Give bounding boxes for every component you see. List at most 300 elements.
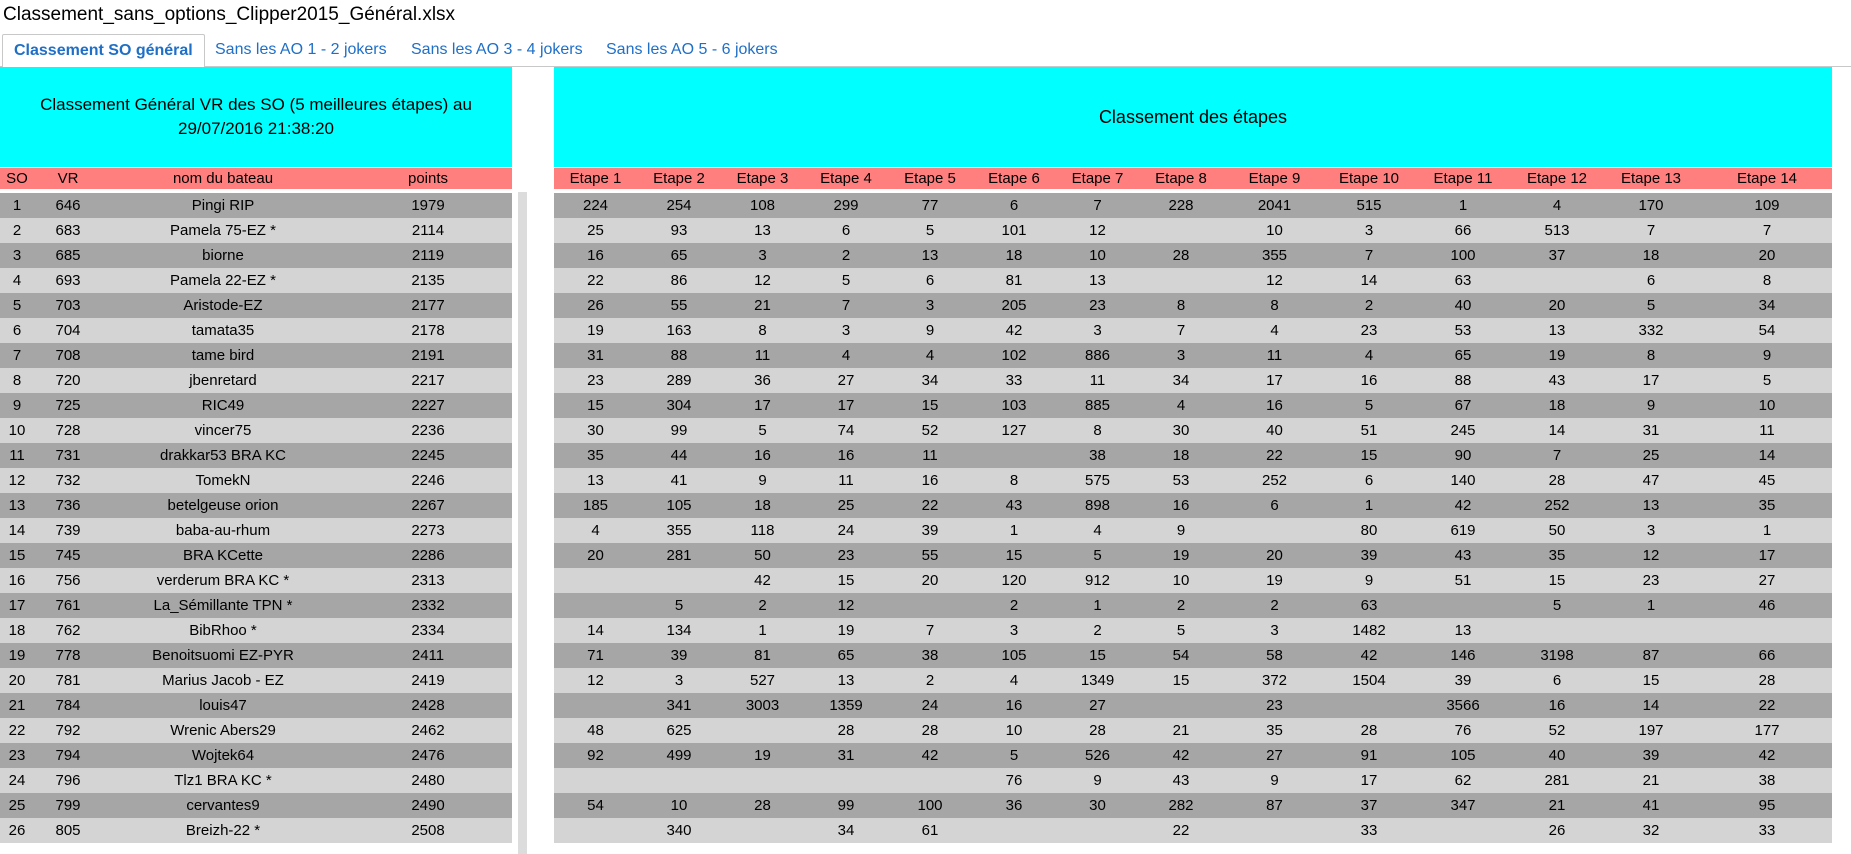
cell-etape-1[interactable]: 19 bbox=[554, 318, 637, 343]
cell-points[interactable]: 2245 bbox=[344, 443, 512, 468]
cell-etape-8[interactable]: 2 bbox=[1139, 593, 1223, 618]
cell-etape-5[interactable]: 55 bbox=[888, 543, 972, 568]
cell-etape-4[interactable]: 31 bbox=[804, 743, 888, 768]
cell-etape-8[interactable]: 42 bbox=[1139, 743, 1223, 768]
cell-etape-11[interactable]: 65 bbox=[1412, 343, 1514, 368]
cell-vr[interactable]: 739 bbox=[34, 518, 102, 543]
cell-etape-3[interactable]: 16 bbox=[721, 443, 804, 468]
cell-points[interactable]: 2411 bbox=[344, 643, 512, 668]
cell-vr[interactable]: 732 bbox=[34, 468, 102, 493]
cell-etape-13[interactable]: 9 bbox=[1600, 393, 1702, 418]
cell-etape-12[interactable]: 50 bbox=[1514, 518, 1600, 543]
cell-etape-8[interactable]: 16 bbox=[1139, 493, 1223, 518]
cell-etape-2[interactable]: 5 bbox=[637, 593, 721, 618]
cell-vr[interactable]: 781 bbox=[34, 668, 102, 693]
cell-boat-name[interactable]: TomekN bbox=[102, 468, 344, 493]
cell-etape-1[interactable]: 14 bbox=[554, 618, 637, 643]
cell-etape-12[interactable]: 5 bbox=[1514, 593, 1600, 618]
cell-points[interactable]: 2114 bbox=[344, 218, 512, 243]
cell-etape-6[interactable]: 18 bbox=[972, 243, 1056, 268]
cell-etape-11[interactable]: 43 bbox=[1412, 543, 1514, 568]
cell-etape-6[interactable]: 42 bbox=[972, 318, 1056, 343]
cell-etape-1[interactable] bbox=[554, 818, 637, 843]
cell-etape-3[interactable] bbox=[721, 818, 804, 843]
cell-etape-6[interactable]: 102 bbox=[972, 343, 1056, 368]
cell-etape-7[interactable]: 23 bbox=[1056, 293, 1139, 318]
cell-so[interactable]: 8 bbox=[0, 368, 34, 393]
cell-etape-2[interactable]: 3 bbox=[637, 668, 721, 693]
cell-etape-9[interactable]: 87 bbox=[1223, 793, 1326, 818]
cell-etape-5[interactable]: 20 bbox=[888, 568, 972, 593]
cell-etape-2[interactable]: 86 bbox=[637, 268, 721, 293]
cell-etape-7[interactable]: 38 bbox=[1056, 443, 1139, 468]
cell-etape-7[interactable]: 886 bbox=[1056, 343, 1139, 368]
cell-etape-2[interactable]: 88 bbox=[637, 343, 721, 368]
cell-etape-4[interactable]: 16 bbox=[804, 443, 888, 468]
cell-etape-5[interactable]: 77 bbox=[888, 193, 972, 218]
cell-etape-3[interactable]: 8 bbox=[721, 318, 804, 343]
cell-etape-5[interactable]: 13 bbox=[888, 243, 972, 268]
cell-etape-5[interactable]: 11 bbox=[888, 443, 972, 468]
cell-boat-name[interactable]: Wrenic Abers29 bbox=[102, 718, 344, 743]
cell-boat-name[interactable]: BRA KCette bbox=[102, 543, 344, 568]
cell-points[interactable]: 2334 bbox=[344, 618, 512, 643]
cell-etape-7[interactable]: 7 bbox=[1056, 193, 1139, 218]
cell-etape-12[interactable]: 281 bbox=[1514, 768, 1600, 793]
cell-etape-14[interactable]: 35 bbox=[1702, 493, 1832, 518]
cell-etape-12[interactable]: 20 bbox=[1514, 293, 1600, 318]
cell-etape-13[interactable]: 39 bbox=[1600, 743, 1702, 768]
cell-etape-8[interactable]: 8 bbox=[1139, 293, 1223, 318]
cell-etape-9[interactable]: 16 bbox=[1223, 393, 1326, 418]
cell-etape-3[interactable]: 13 bbox=[721, 218, 804, 243]
cell-etape-1[interactable]: 31 bbox=[554, 343, 637, 368]
cell-etape-2[interactable]: 254 bbox=[637, 193, 721, 218]
cell-etape-3[interactable] bbox=[721, 768, 804, 793]
cell-etape-10[interactable]: 23 bbox=[1326, 318, 1412, 343]
cell-etape-5[interactable]: 39 bbox=[888, 518, 972, 543]
cell-so[interactable]: 17 bbox=[0, 593, 34, 618]
cell-etape-3[interactable]: 11 bbox=[721, 343, 804, 368]
cell-etape-14[interactable]: 1 bbox=[1702, 518, 1832, 543]
cell-etape-6[interactable]: 76 bbox=[972, 768, 1056, 793]
cell-etape-4[interactable]: 7 bbox=[804, 293, 888, 318]
cell-etape-1[interactable]: 12 bbox=[554, 668, 637, 693]
cell-etape-11[interactable]: 619 bbox=[1412, 518, 1514, 543]
cell-boat-name[interactable]: Breizh-22 * bbox=[102, 818, 344, 843]
cell-etape-7[interactable]: 4 bbox=[1056, 518, 1139, 543]
cell-so[interactable]: 20 bbox=[0, 668, 34, 693]
cell-etape-8[interactable]: 7 bbox=[1139, 318, 1223, 343]
cell-points[interactable]: 2177 bbox=[344, 293, 512, 318]
cell-etape-7[interactable]: 8 bbox=[1056, 418, 1139, 443]
cell-etape-8[interactable]: 5 bbox=[1139, 618, 1223, 643]
cell-etape-12[interactable]: 35 bbox=[1514, 543, 1600, 568]
cell-boat-name[interactable]: vincer75 bbox=[102, 418, 344, 443]
cell-so[interactable]: 11 bbox=[0, 443, 34, 468]
cell-etape-2[interactable]: 281 bbox=[637, 543, 721, 568]
cell-etape-3[interactable]: 1 bbox=[721, 618, 804, 643]
cell-etape-13[interactable]: 3 bbox=[1600, 518, 1702, 543]
cell-boat-name[interactable]: Wojtek64 bbox=[102, 743, 344, 768]
cell-vr[interactable]: 708 bbox=[34, 343, 102, 368]
cell-boat-name[interactable]: biorne bbox=[102, 243, 344, 268]
cell-boat-name[interactable]: BibRhoo * bbox=[102, 618, 344, 643]
cell-etape-9[interactable]: 355 bbox=[1223, 243, 1326, 268]
cell-etape-12[interactable]: 19 bbox=[1514, 343, 1600, 368]
cell-etape-4[interactable]: 12 bbox=[804, 593, 888, 618]
cell-etape-6[interactable]: 6 bbox=[972, 193, 1056, 218]
cell-etape-6[interactable] bbox=[972, 818, 1056, 843]
cell-points[interactable]: 2313 bbox=[344, 568, 512, 593]
cell-etape-7[interactable] bbox=[1056, 818, 1139, 843]
cell-so[interactable]: 7 bbox=[0, 343, 34, 368]
cell-etape-5[interactable]: 38 bbox=[888, 643, 972, 668]
cell-etape-1[interactable]: 185 bbox=[554, 493, 637, 518]
cell-etape-14[interactable]: 8 bbox=[1702, 268, 1832, 293]
cell-etape-7[interactable]: 912 bbox=[1056, 568, 1139, 593]
cell-vr[interactable]: 720 bbox=[34, 368, 102, 393]
cell-points[interactable]: 2508 bbox=[344, 818, 512, 843]
cell-etape-1[interactable]: 20 bbox=[554, 543, 637, 568]
cell-etape-2[interactable]: 10 bbox=[637, 793, 721, 818]
cell-etape-2[interactable]: 93 bbox=[637, 218, 721, 243]
cell-points[interactable]: 1979 bbox=[344, 193, 512, 218]
cell-etape-5[interactable]: 24 bbox=[888, 693, 972, 718]
cell-etape-4[interactable]: 34 bbox=[804, 818, 888, 843]
cell-boat-name[interactable]: Marius Jacob - EZ bbox=[102, 668, 344, 693]
cell-etape-5[interactable]: 22 bbox=[888, 493, 972, 518]
cell-etape-3[interactable]: 21 bbox=[721, 293, 804, 318]
cell-etape-8[interactable]: 54 bbox=[1139, 643, 1223, 668]
cell-vr[interactable]: 805 bbox=[34, 818, 102, 843]
cell-etape-9[interactable]: 35 bbox=[1223, 718, 1326, 743]
cell-etape-8[interactable] bbox=[1139, 268, 1223, 293]
cell-vr[interactable]: 784 bbox=[34, 693, 102, 718]
cell-boat-name[interactable]: verderum BRA KC * bbox=[102, 568, 344, 593]
cell-etape-12[interactable]: 18 bbox=[1514, 393, 1600, 418]
cell-etape-9[interactable]: 19 bbox=[1223, 568, 1326, 593]
tab-sans-ao-1-2-jokers[interactable]: Sans les AO 1 - 2 jokers bbox=[215, 41, 387, 58]
cell-etape-9[interactable]: 372 bbox=[1223, 668, 1326, 693]
cell-etape-8[interactable]: 10 bbox=[1139, 568, 1223, 593]
cell-etape-6[interactable] bbox=[972, 443, 1056, 468]
cell-etape-12[interactable]: 28 bbox=[1514, 468, 1600, 493]
cell-etape-3[interactable]: 5 bbox=[721, 418, 804, 443]
cell-etape-4[interactable]: 1359 bbox=[804, 693, 888, 718]
cell-etape-7[interactable]: 575 bbox=[1056, 468, 1139, 493]
cell-etape-14[interactable]: 20 bbox=[1702, 243, 1832, 268]
cell-etape-6[interactable]: 120 bbox=[972, 568, 1056, 593]
cell-etape-9[interactable]: 2 bbox=[1223, 593, 1326, 618]
cell-boat-name[interactable]: Pamela 22-EZ * bbox=[102, 268, 344, 293]
cell-etape-13[interactable]: 14 bbox=[1600, 693, 1702, 718]
cell-etape-9[interactable]: 9 bbox=[1223, 768, 1326, 793]
cell-etape-1[interactable] bbox=[554, 768, 637, 793]
cell-etape-2[interactable]: 499 bbox=[637, 743, 721, 768]
cell-etape-2[interactable]: 355 bbox=[637, 518, 721, 543]
cell-etape-5[interactable]: 61 bbox=[888, 818, 972, 843]
cell-so[interactable]: 21 bbox=[0, 693, 34, 718]
cell-etape-11[interactable]: 90 bbox=[1412, 443, 1514, 468]
cell-vr[interactable]: 762 bbox=[34, 618, 102, 643]
cell-etape-2[interactable] bbox=[637, 568, 721, 593]
cell-etape-12[interactable]: 37 bbox=[1514, 243, 1600, 268]
cell-etape-8[interactable]: 3 bbox=[1139, 343, 1223, 368]
cell-etape-14[interactable]: 109 bbox=[1702, 193, 1832, 218]
cell-etape-10[interactable] bbox=[1326, 693, 1412, 718]
cell-etape-8[interactable]: 21 bbox=[1139, 718, 1223, 743]
cell-so[interactable]: 13 bbox=[0, 493, 34, 518]
cell-points[interactable]: 2178 bbox=[344, 318, 512, 343]
cell-etape-4[interactable]: 28 bbox=[804, 718, 888, 743]
tab-classement-so-general[interactable]: Classement SO général bbox=[2, 34, 205, 68]
cell-etape-11[interactable]: 140 bbox=[1412, 468, 1514, 493]
cell-etape-10[interactable]: 28 bbox=[1326, 718, 1412, 743]
cell-etape-10[interactable]: 80 bbox=[1326, 518, 1412, 543]
cell-boat-name[interactable]: tamata35 bbox=[102, 318, 344, 343]
cell-etape-12[interactable]: 13 bbox=[1514, 318, 1600, 343]
cell-etape-14[interactable]: 66 bbox=[1702, 643, 1832, 668]
cell-so[interactable]: 9 bbox=[0, 393, 34, 418]
cell-etape-10[interactable]: 91 bbox=[1326, 743, 1412, 768]
cell-boat-name[interactable]: La_Sémillante TPN * bbox=[102, 593, 344, 618]
cell-etape-8[interactable] bbox=[1139, 693, 1223, 718]
cell-vr[interactable]: 794 bbox=[34, 743, 102, 768]
cell-points[interactable]: 2428 bbox=[344, 693, 512, 718]
cell-etape-2[interactable]: 625 bbox=[637, 718, 721, 743]
cell-etape-14[interactable]: 10 bbox=[1702, 393, 1832, 418]
cell-etape-1[interactable]: 35 bbox=[554, 443, 637, 468]
cell-etape-5[interactable] bbox=[888, 593, 972, 618]
cell-etape-8[interactable]: 4 bbox=[1139, 393, 1223, 418]
cell-etape-13[interactable]: 6 bbox=[1600, 268, 1702, 293]
cell-etape-9[interactable]: 12 bbox=[1223, 268, 1326, 293]
cell-so[interactable]: 14 bbox=[0, 518, 34, 543]
cell-etape-5[interactable]: 16 bbox=[888, 468, 972, 493]
cell-etape-1[interactable]: 224 bbox=[554, 193, 637, 218]
cell-boat-name[interactable]: Tlz1 BRA KC * bbox=[102, 768, 344, 793]
cell-etape-2[interactable]: 99 bbox=[637, 418, 721, 443]
cell-points[interactable]: 2419 bbox=[344, 668, 512, 693]
cell-etape-9[interactable] bbox=[1223, 518, 1326, 543]
cell-etape-11[interactable]: 42 bbox=[1412, 493, 1514, 518]
cell-etape-8[interactable]: 18 bbox=[1139, 443, 1223, 468]
cell-etape-3[interactable]: 36 bbox=[721, 368, 804, 393]
cell-etape-4[interactable]: 299 bbox=[804, 193, 888, 218]
cell-boat-name[interactable]: Pamela 75-EZ * bbox=[102, 218, 344, 243]
cell-so[interactable]: 15 bbox=[0, 543, 34, 568]
cell-etape-7[interactable]: 28 bbox=[1056, 718, 1139, 743]
cell-etape-13[interactable]: 17 bbox=[1600, 368, 1702, 393]
cell-vr[interactable]: 693 bbox=[34, 268, 102, 293]
cell-etape-11[interactable]: 100 bbox=[1412, 243, 1514, 268]
cell-points[interactable]: 2273 bbox=[344, 518, 512, 543]
cell-etape-10[interactable]: 5 bbox=[1326, 393, 1412, 418]
cell-etape-2[interactable]: 340 bbox=[637, 818, 721, 843]
cell-etape-7[interactable]: 3 bbox=[1056, 318, 1139, 343]
cell-etape-12[interactable]: 26 bbox=[1514, 818, 1600, 843]
cell-etape-14[interactable]: 11 bbox=[1702, 418, 1832, 443]
cell-etape-8[interactable]: 34 bbox=[1139, 368, 1223, 393]
cell-etape-12[interactable]: 14 bbox=[1514, 418, 1600, 443]
cell-etape-9[interactable]: 8 bbox=[1223, 293, 1326, 318]
cell-vr[interactable]: 745 bbox=[34, 543, 102, 568]
cell-points[interactable]: 2217 bbox=[344, 368, 512, 393]
cell-vr[interactable]: 761 bbox=[34, 593, 102, 618]
cell-etape-4[interactable]: 2 bbox=[804, 243, 888, 268]
cell-points[interactable]: 2191 bbox=[344, 343, 512, 368]
cell-etape-3[interactable]: 2 bbox=[721, 593, 804, 618]
cell-etape-10[interactable]: 63 bbox=[1326, 593, 1412, 618]
cell-etape-13[interactable]: 12 bbox=[1600, 543, 1702, 568]
cell-points[interactable]: 2480 bbox=[344, 768, 512, 793]
cell-etape-13[interactable]: 18 bbox=[1600, 243, 1702, 268]
cell-etape-8[interactable]: 15 bbox=[1139, 668, 1223, 693]
cell-etape-13[interactable]: 15 bbox=[1600, 668, 1702, 693]
cell-vr[interactable]: 736 bbox=[34, 493, 102, 518]
cell-etape-8[interactable]: 30 bbox=[1139, 418, 1223, 443]
cell-etape-6[interactable]: 33 bbox=[972, 368, 1056, 393]
cell-etape-1[interactable]: 22 bbox=[554, 268, 637, 293]
cell-etape-13[interactable]: 23 bbox=[1600, 568, 1702, 593]
cell-etape-2[interactable]: 163 bbox=[637, 318, 721, 343]
cell-boat-name[interactable]: louis47 bbox=[102, 693, 344, 718]
cell-points[interactable]: 2476 bbox=[344, 743, 512, 768]
cell-etape-8[interactable]: 228 bbox=[1139, 193, 1223, 218]
cell-etape-9[interactable]: 252 bbox=[1223, 468, 1326, 493]
cell-vr[interactable]: 799 bbox=[34, 793, 102, 818]
cell-etape-11[interactable] bbox=[1412, 593, 1514, 618]
cell-etape-8[interactable]: 22 bbox=[1139, 818, 1223, 843]
cell-points[interactable]: 2267 bbox=[344, 493, 512, 518]
cell-etape-12[interactable]: 513 bbox=[1514, 218, 1600, 243]
cell-etape-6[interactable]: 36 bbox=[972, 793, 1056, 818]
cell-etape-13[interactable]: 170 bbox=[1600, 193, 1702, 218]
cell-etape-8[interactable]: 282 bbox=[1139, 793, 1223, 818]
cell-boat-name[interactable]: Benoitsuomi EZ-PYR bbox=[102, 643, 344, 668]
cell-etape-9[interactable] bbox=[1223, 818, 1326, 843]
cell-etape-7[interactable]: 15 bbox=[1056, 643, 1139, 668]
cell-etape-2[interactable]: 289 bbox=[637, 368, 721, 393]
cell-etape-2[interactable]: 304 bbox=[637, 393, 721, 418]
cell-etape-4[interactable]: 13 bbox=[804, 668, 888, 693]
cell-etape-4[interactable]: 4 bbox=[804, 343, 888, 368]
cell-etape-5[interactable]: 7 bbox=[888, 618, 972, 643]
cell-etape-1[interactable]: 71 bbox=[554, 643, 637, 668]
cell-etape-5[interactable]: 5 bbox=[888, 218, 972, 243]
cell-etape-1[interactable] bbox=[554, 568, 637, 593]
cell-etape-6[interactable]: 2 bbox=[972, 593, 1056, 618]
cell-etape-4[interactable]: 19 bbox=[804, 618, 888, 643]
cell-etape-3[interactable]: 18 bbox=[721, 493, 804, 518]
cell-etape-13[interactable]: 7 bbox=[1600, 218, 1702, 243]
cell-etape-8[interactable]: 43 bbox=[1139, 768, 1223, 793]
cell-etape-1[interactable]: 16 bbox=[554, 243, 637, 268]
cell-etape-2[interactable]: 39 bbox=[637, 643, 721, 668]
cell-boat-name[interactable]: Aristode-EZ bbox=[102, 293, 344, 318]
cell-etape-2[interactable]: 44 bbox=[637, 443, 721, 468]
cell-etape-1[interactable]: 23 bbox=[554, 368, 637, 393]
cell-etape-11[interactable]: 40 bbox=[1412, 293, 1514, 318]
cell-etape-12[interactable]: 7 bbox=[1514, 443, 1600, 468]
cell-etape-1[interactable]: 25 bbox=[554, 218, 637, 243]
cell-etape-10[interactable]: 39 bbox=[1326, 543, 1412, 568]
cell-etape-9[interactable]: 2041 bbox=[1223, 193, 1326, 218]
cell-so[interactable]: 3 bbox=[0, 243, 34, 268]
cell-etape-13[interactable]: 13 bbox=[1600, 493, 1702, 518]
cell-etape-8[interactable]: 53 bbox=[1139, 468, 1223, 493]
cell-etape-4[interactable]: 27 bbox=[804, 368, 888, 393]
cell-etape-7[interactable]: 2 bbox=[1056, 618, 1139, 643]
cell-etape-4[interactable]: 99 bbox=[804, 793, 888, 818]
cell-etape-10[interactable]: 14 bbox=[1326, 268, 1412, 293]
cell-etape-1[interactable]: 54 bbox=[554, 793, 637, 818]
cell-etape-3[interactable]: 28 bbox=[721, 793, 804, 818]
cell-etape-13[interactable]: 31 bbox=[1600, 418, 1702, 443]
cell-etape-7[interactable]: 885 bbox=[1056, 393, 1139, 418]
cell-etape-1[interactable]: 30 bbox=[554, 418, 637, 443]
cell-etape-10[interactable]: 3 bbox=[1326, 218, 1412, 243]
cell-etape-14[interactable]: 177 bbox=[1702, 718, 1832, 743]
cell-etape-11[interactable]: 63 bbox=[1412, 268, 1514, 293]
cell-etape-3[interactable]: 118 bbox=[721, 518, 804, 543]
cell-points[interactable]: 2332 bbox=[344, 593, 512, 618]
cell-etape-11[interactable]: 105 bbox=[1412, 743, 1514, 768]
cell-etape-11[interactable]: 347 bbox=[1412, 793, 1514, 818]
cell-etape-1[interactable]: 48 bbox=[554, 718, 637, 743]
cell-etape-4[interactable]: 23 bbox=[804, 543, 888, 568]
cell-etape-2[interactable]: 341 bbox=[637, 693, 721, 718]
cell-etape-9[interactable]: 40 bbox=[1223, 418, 1326, 443]
cell-etape-12[interactable]: 43 bbox=[1514, 368, 1600, 393]
cell-etape-11[interactable]: 53 bbox=[1412, 318, 1514, 343]
cell-etape-7[interactable]: 27 bbox=[1056, 693, 1139, 718]
cell-etape-6[interactable]: 103 bbox=[972, 393, 1056, 418]
cell-etape-10[interactable]: 1504 bbox=[1326, 668, 1412, 693]
cell-etape-7[interactable]: 898 bbox=[1056, 493, 1139, 518]
cell-etape-14[interactable]: 14 bbox=[1702, 443, 1832, 468]
cell-etape-10[interactable]: 1 bbox=[1326, 493, 1412, 518]
cell-etape-12[interactable]: 52 bbox=[1514, 718, 1600, 743]
cell-etape-10[interactable]: 9 bbox=[1326, 568, 1412, 593]
cell-vr[interactable]: 792 bbox=[34, 718, 102, 743]
cell-etape-2[interactable]: 41 bbox=[637, 468, 721, 493]
cell-etape-10[interactable]: 16 bbox=[1326, 368, 1412, 393]
cell-etape-5[interactable]: 9 bbox=[888, 318, 972, 343]
cell-etape-6[interactable]: 101 bbox=[972, 218, 1056, 243]
cell-etape-9[interactable]: 27 bbox=[1223, 743, 1326, 768]
cell-vr[interactable]: 778 bbox=[34, 643, 102, 668]
cell-etape-6[interactable]: 43 bbox=[972, 493, 1056, 518]
cell-etape-13[interactable]: 197 bbox=[1600, 718, 1702, 743]
cell-etape-4[interactable]: 15 bbox=[804, 568, 888, 593]
cell-boat-name[interactable]: Pingi RIP bbox=[102, 193, 344, 218]
cell-etape-3[interactable]: 108 bbox=[721, 193, 804, 218]
cell-etape-1[interactable]: 15 bbox=[554, 393, 637, 418]
cell-etape-6[interactable]: 81 bbox=[972, 268, 1056, 293]
cell-etape-12[interactable]: 4 bbox=[1514, 193, 1600, 218]
cell-vr[interactable]: 703 bbox=[34, 293, 102, 318]
cell-etape-8[interactable]: 9 bbox=[1139, 518, 1223, 543]
cell-etape-2[interactable] bbox=[637, 768, 721, 793]
cell-vr[interactable]: 725 bbox=[34, 393, 102, 418]
cell-etape-14[interactable]: 28 bbox=[1702, 668, 1832, 693]
cell-etape-5[interactable]: 34 bbox=[888, 368, 972, 393]
cell-etape-7[interactable]: 526 bbox=[1056, 743, 1139, 768]
cell-etape-13[interactable]: 332 bbox=[1600, 318, 1702, 343]
cell-so[interactable]: 16 bbox=[0, 568, 34, 593]
